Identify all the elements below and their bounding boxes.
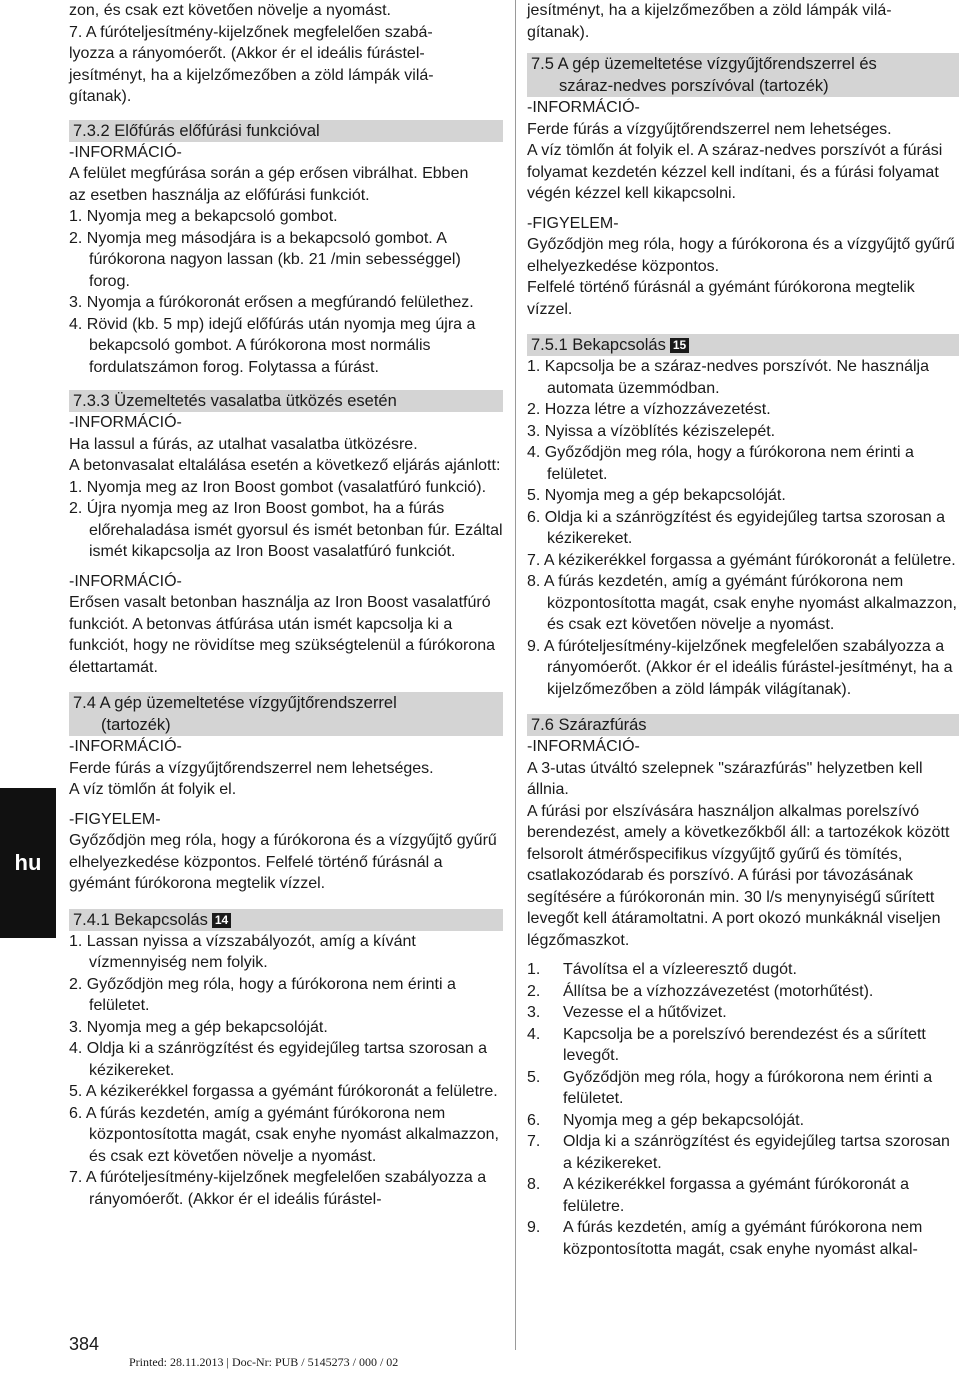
list-item: 2. Állítsa be a vízhozzávezetést (motorhűtést). bbox=[527, 982, 874, 1000]
left-column bbox=[69, 0, 503, 1210]
list-item: 1. Nyomja meg az Iron Boost gombot (vasalatfúró funkció). bbox=[69, 478, 487, 496]
paragraph: Felfelé történő fúrásnál a gyémánt fúrókorona megtelik vízzel. bbox=[527, 279, 915, 318]
heading-text: 7.4.1 Bekapcsolás bbox=[73, 910, 208, 929]
list-item: 2. Győződjön meg róla, hogy a fúrókorona nem érinti a felületet. bbox=[69, 975, 456, 1014]
info-label: -INFORMÁCIÓ- bbox=[527, 99, 640, 116]
heading-text: 7.5.1 Bekapcsolás bbox=[531, 336, 666, 354]
list-item: 9. A fúróteljesítmény-kijelzőnek megfelelően szabályozza a rányomóerőt. (Akkor ér el ideális fúrástel-jesítményt, ha a kijelzőmezőben a zöld lámpák világítanak). bbox=[527, 637, 953, 698]
list-item: 4. Oldja ki a szánrögzítést és egyidejűleg tartsa szorosan a kézikereket. bbox=[69, 1040, 487, 1079]
text-line: jesítményt, ha a kijelzőmezőben a zöld lámpák vilá- bbox=[527, 2, 892, 19]
list-item: 6. Oldja ki a szánrögzítést és egyidejűleg tartsa szorosan a kézikereket. bbox=[527, 508, 945, 547]
heading-sub: (tartozék) bbox=[758, 77, 829, 95]
list-item: 3. Nyomja a fúrókoronát erősen a megfúrandó felülethez. bbox=[69, 294, 474, 311]
list-item: 2. Nyomja meg másodjára is a bekapcsoló gombot. A fúrókorona nagyon lassan (kb. 21 /min sebességgel) forog. bbox=[69, 229, 461, 290]
section-heading-7-5-1 bbox=[527, 334, 959, 356]
paragraph: A víz tömlőn át folyik el. A száraz-nedves porszívót a fúrási folyamat kezdetén kézzel kell indítani, és a fúrási folyamat végén kézzel kell kikapcsolni. bbox=[527, 142, 943, 202]
list-item: 1. Lassan nyissa a vízszabályozót, amíg a kívánt vízmennyiség nem folyik. bbox=[69, 932, 416, 971]
info-label: -INFORMÁCIÓ- bbox=[69, 414, 182, 431]
list-item: 4. Győződjön meg róla, hogy a fúrókorona nem érinti a felületet. bbox=[527, 444, 914, 483]
list-item: 3. Nyissa a vízöblítés kéziszelepét. bbox=[527, 422, 776, 440]
warning-label: -FIGYELEM- bbox=[69, 810, 161, 828]
text-line: gítanak). bbox=[69, 88, 132, 105]
text-line: Ha lassul a fúrás, az utalhat vasalatba ütközésre. bbox=[69, 435, 418, 453]
list-item: 8. A fúrás kezdetén, amíg a gyémánt fúrókorona nem központosította magát, csak enyhe nyomást alkalmazzon, és csak ezt követően növelje a nyomást. bbox=[527, 573, 957, 633]
section-heading-7-4 bbox=[69, 692, 503, 736]
list-item: 1. Kapcsolja be a száraz-nedves porszívót. Ne használja automata üzemmódban. bbox=[527, 358, 929, 397]
text-line: lyozza a rányomóerőt. (Akkor ér el ideális fúrástel- bbox=[69, 45, 425, 62]
list-item: 2. Hozza létre a vízhozzávezetést. bbox=[527, 401, 771, 418]
list-item: 8. A kézikerékkel forgassa a gyémánt fúrókoronát a felületre. bbox=[527, 1176, 909, 1215]
info-label: -INFORMÁCIÓ- bbox=[527, 738, 640, 755]
column-divider bbox=[515, 0, 516, 1350]
paragraph: Győződjön meg róla, hogy a fúrókorona és a vízgyűjtő gyűrű elhelyezkedése központos. Felfelé történő fúrásnál a gyémánt fúrókorona megtelik vízzel. bbox=[69, 832, 497, 892]
list-item: 7. A kézikerékkel forgassa a gyémánt fúrókoronát a felületre. bbox=[527, 551, 956, 569]
list-item: 1. Nyomja meg a bekapcsoló gombot. bbox=[69, 208, 338, 225]
heading-main: 7.5 A gép üzemeltetése vízgyűjtőrendszerrel és bbox=[531, 55, 877, 73]
list-item: 9. A fúrás kezdetén, amíg a gyémánt fúrókorona nem központosította magát, csak enyhe nyomást alkal- bbox=[527, 1219, 923, 1258]
list-item: 7. A fúróteljesítmény-kijelzőnek megfelelően szabályozza a rányomóerőt. (Akkor ér el ideális fúrástel- bbox=[69, 1169, 487, 1208]
heading-sub: (tartozék) bbox=[101, 716, 171, 734]
heading-main-2: száraz-nedves porszívóval bbox=[559, 77, 755, 95]
text-line: Ferde fúrás a vízgyűjtőrendszerrel nem lehetséges. bbox=[527, 120, 892, 138]
heading-main: 7.4 A gép üzemeltetése vízgyűjtőrendszerrel bbox=[73, 694, 397, 712]
list-item: 2. Újra nyomja meg az Iron Boost gombot, ha a fúrás előrehaladása ismét gyorsul és ismét betonban fúr. Ezáltal ismét kikapcsolja az Iron Boost vasalatfúró funkciót. bbox=[69, 500, 503, 560]
paragraph: Erősen vasalt betonban használja az Iron Boost vasalatfúró funkciót. A betonvas átfúrása után ismét kapcsolja ki a funkciót, hogy ne rövidítse meg szükségtelenül a fúrókorona élettartamát. bbox=[69, 594, 496, 676]
list-item: 5. A kézikerékkel forgassa a gyémánt fúrókoronát a felületre. bbox=[69, 1083, 498, 1100]
print-footer: Printed: 28.11.2013 | Doc-Nr: PUB / 5145273 / 000 / 02 bbox=[129, 1355, 399, 1369]
right-column bbox=[527, 0, 959, 1260]
section-heading-7-6: 7.6 Szárazfúrás bbox=[527, 714, 959, 736]
section-heading-7-3-2: 7.3.2 Előfúrás előfúrási funkcióval bbox=[69, 120, 503, 142]
list-item: 4. Kapcsolja be a porelszívó berendezést és a sűrített levegőt. bbox=[527, 1025, 926, 1064]
list-item: 7. Oldja ki a szánrögzítést és egyidejűleg tartsa szorosan a kézikereket. bbox=[527, 1133, 950, 1172]
paragraph: A 3-utas útváltó szelepnek "szárazfúrás" helyzetben kell állnia. bbox=[527, 759, 923, 798]
list-item: 5. Győződjön meg róla, hogy a fúrókorona nem érinti a felületet. bbox=[527, 1068, 933, 1107]
text-line: gítanak). bbox=[527, 23, 590, 41]
section-heading-7-5 bbox=[527, 53, 959, 97]
figure-ref-badge: 14 bbox=[212, 913, 231, 928]
paragraph: A betonvasalat eltalálása esetén a következő eljárás ajánlott: bbox=[69, 457, 501, 474]
list-item: 4. Rövid (kb. 5 mp) idejű előfúrás után nyomja meg újra a bekapcsoló gombot. A fúrókorona most normális fordulatszámon forog. Folytassa a fúrást. bbox=[69, 315, 476, 376]
info-label: -INFORMÁCIÓ- bbox=[69, 143, 182, 161]
text-line: jesítményt, ha a kijelzőmezőben a zöld lámpák vilá- bbox=[69, 66, 434, 84]
list-item: 6. A fúrás kezdetén, amíg a gyémánt fúrókorona nem központosította magát, csak enyhe nyomást alkalmazzon, és csak ezt követően növelje a nyomást. bbox=[69, 1104, 499, 1165]
list-item: 3. Vezesse el a hűtővizet. bbox=[527, 1004, 727, 1021]
paragraph: A fúrási por elszívására használjon alkalmas porelszívó berendezést, amely a következőkből áll: a tartozékok között felsorolt átmérőspecifikus vízgyűjtő gyűrű és tömítés, csatlakozódarab és porszívó. A fúrási por távozásának segítésére a fúrókoronán min. 30 l/s menynyiségű sűrített levegőt kell átáramoltatni. A port okozó munkáknál viseljen légzőmaszkot. bbox=[527, 802, 950, 949]
section-heading-7-3-3: 7.3.3 Üzemeltetés vasalatba ütközés esetén bbox=[69, 390, 503, 412]
list-item: 1. Távolítsa el a vízleeresztő dugót. bbox=[527, 961, 797, 978]
list-item: 3. Nyomja meg a gép bekapcsolóját. bbox=[69, 1018, 328, 1036]
warning-label: -FIGYELEM- bbox=[527, 214, 619, 232]
text-line: zon, és csak ezt követően növelje a nyomást. bbox=[69, 2, 391, 19]
text-line: A víz tömlőn át folyik el. bbox=[69, 781, 237, 798]
text-line: Ferde fúrás a vízgyűjtőrendszerrel nem lehetséges. bbox=[69, 759, 434, 777]
paragraph: Győződjön meg róla, hogy a fúrókorona és a vízgyűjtő gyűrű elhelyezkedése központos. bbox=[527, 236, 955, 275]
info-label: -INFORMÁCIÓ- bbox=[69, 738, 182, 755]
list-item: 6. Nyomja meg a gép bekapcsolóját. bbox=[527, 1111, 805, 1129]
language-tab: hu bbox=[0, 788, 56, 938]
info-label: -INFORMÁCIÓ- bbox=[69, 572, 182, 590]
text-line: az esetben használja az előfúrási funkciót. bbox=[69, 186, 370, 204]
text-line: A felület megfúrása során a gép erősen vibrálhat. Ebben bbox=[69, 165, 469, 182]
list-item: 5. Nyomja meg a gép bekapcsolóját. bbox=[527, 487, 786, 504]
page-number: 384 bbox=[69, 1334, 100, 1354]
text-line: 7. A fúróteljesítmény-kijelzőnek megfelelően szabá- bbox=[69, 23, 433, 41]
figure-ref-badge: 15 bbox=[670, 338, 689, 353]
section-heading-7-4-1 bbox=[69, 909, 503, 931]
